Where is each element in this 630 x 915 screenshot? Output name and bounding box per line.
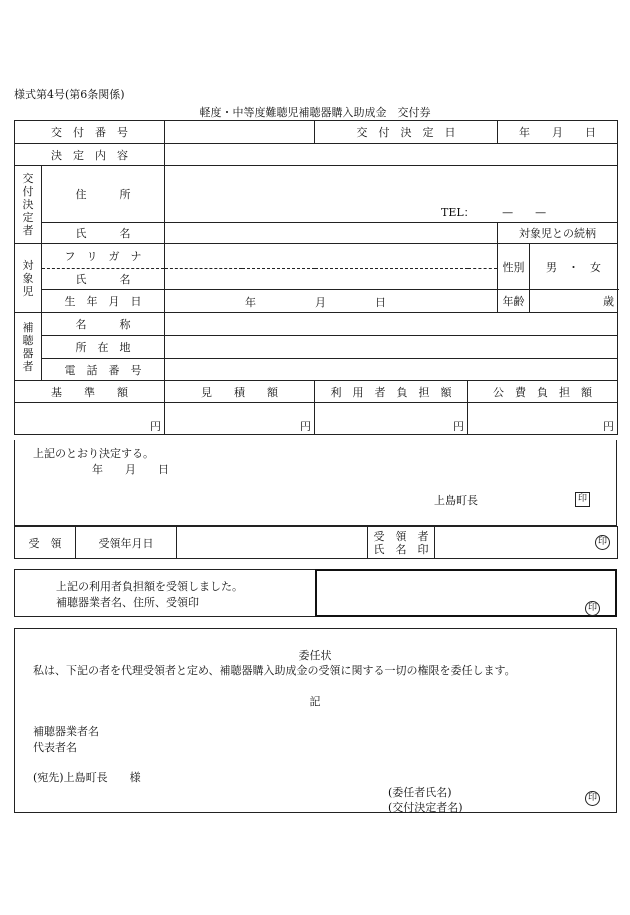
proxy-title: 委任状 [298, 649, 332, 662]
relationship-label: 対象児との続柄 [498, 223, 618, 244]
decision-date-label: 交 付 決 定 日 [315, 121, 498, 144]
proxy-vendor-name: 補聴器業者名 [33, 725, 99, 738]
furigana-label: フ リ ガ ナ [42, 244, 165, 269]
receipt-table [14, 526, 618, 559]
birthdate-field[interactable] [165, 290, 498, 313]
issue-number-label: 交 付 番 号 [15, 121, 165, 144]
name-label: 氏 名 [42, 223, 165, 244]
vendor-receipt-seal-box[interactable] [315, 569, 617, 617]
vendor-location-label: 所 在 地 [42, 336, 165, 359]
vendor-phone-field[interactable] [165, 359, 618, 381]
decision-content-label: 決 定 内 容 [15, 144, 165, 166]
birthdate-label: 生 年 月 日 [42, 290, 165, 313]
receipt-date-label: 受領年月日 [76, 527, 177, 559]
mayor-label: 上島町長 [434, 494, 478, 507]
child-group-label: 対 象 児 [15, 244, 42, 313]
recipient-group-label: 交 付 決 定 者 [15, 166, 42, 244]
proxy-body: 私は、下記の者を代理受領者と定め、補聴器購入助成金の受領に関する一切の権限を委任します。 [33, 664, 516, 677]
name-field[interactable] [165, 223, 498, 244]
estimate-amount-field[interactable]: 円 [165, 403, 315, 435]
child-name-field[interactable] [165, 269, 498, 290]
form-number: 様式第4号(第6条関係) [14, 88, 125, 101]
furigana-field[interactable] [165, 244, 498, 269]
vendor-location-field[interactable] [165, 336, 618, 359]
proxy-representative: 代表者名 [33, 741, 77, 754]
vendor-receipt-line2: 補聴器業者名、住所、受領印 [56, 596, 199, 609]
vendor-name-label: 名 称 [42, 313, 165, 336]
proxy-decision-person: (交付決定者名) [388, 801, 463, 814]
decision-content-field[interactable] [165, 144, 618, 166]
standard-amount-field[interactable]: 円 [15, 403, 165, 435]
public-share-field[interactable]: 円 [468, 403, 618, 435]
age-field[interactable]: 歳 [530, 290, 618, 313]
decision-date-field[interactable]: 年 月 日 [498, 121, 618, 144]
form-title: 軽度・中等度難聴児補聴器購入助成金 交付券 [199, 106, 431, 119]
vendor-group-label: 補 聴 器 者 [15, 313, 42, 381]
receiver-seal-icon: 印 [595, 535, 610, 550]
birth-day-unit: 日 [375, 296, 386, 309]
user-share-field[interactable]: 円 [315, 403, 468, 435]
issue-number-field[interactable] [165, 121, 315, 144]
standard-amount-label: 基 準 額 [15, 381, 165, 403]
vendor-receipt-line1: 上記の利用者負担額を受領しました。 [56, 580, 243, 593]
user-share-label: 利 用 者 負 担 額 [315, 381, 468, 403]
receipt-label: 受 領 [15, 527, 76, 559]
proxy-delegator: (委任者氏名) [388, 786, 452, 799]
address-field[interactable] [165, 166, 618, 223]
public-share-label: 公 費 負 担 額 [468, 381, 618, 403]
vendor-phone-label: 電 話 番 号 [42, 359, 165, 381]
birth-month-unit: 月 [315, 296, 326, 309]
main-form-table [14, 120, 618, 435]
receiver-label: 受 領 者 氏 名 印 [368, 527, 435, 559]
tel-label: TEL： — — [441, 206, 547, 219]
age-label: 年齢 [498, 290, 530, 313]
birth-year-unit: 年 [245, 296, 256, 309]
address-label: 住 所 [42, 166, 165, 223]
decision-date: 年 月 日 [92, 463, 169, 476]
gender-options[interactable]: 男 ・ 女 [530, 244, 618, 290]
mayor-seal-icon: 印 [575, 492, 590, 507]
receipt-date-field[interactable] [177, 527, 368, 559]
decision-text: 上記のとおり決定する。 [33, 447, 154, 460]
vendor-seal-icon: 印 [585, 601, 600, 616]
child-name-label: 氏 名 [42, 269, 165, 290]
proxy-addressee: (宛先)上島町長 様 [33, 771, 141, 784]
estimate-amount-label: 見 積 額 [165, 381, 315, 403]
vendor-name-field[interactable] [165, 313, 618, 336]
gender-label: 性別 [498, 244, 530, 290]
proxy-seal-icon: 印 [585, 791, 600, 806]
proxy-ki: 記 [309, 695, 321, 708]
receiver-field[interactable] [435, 527, 618, 559]
